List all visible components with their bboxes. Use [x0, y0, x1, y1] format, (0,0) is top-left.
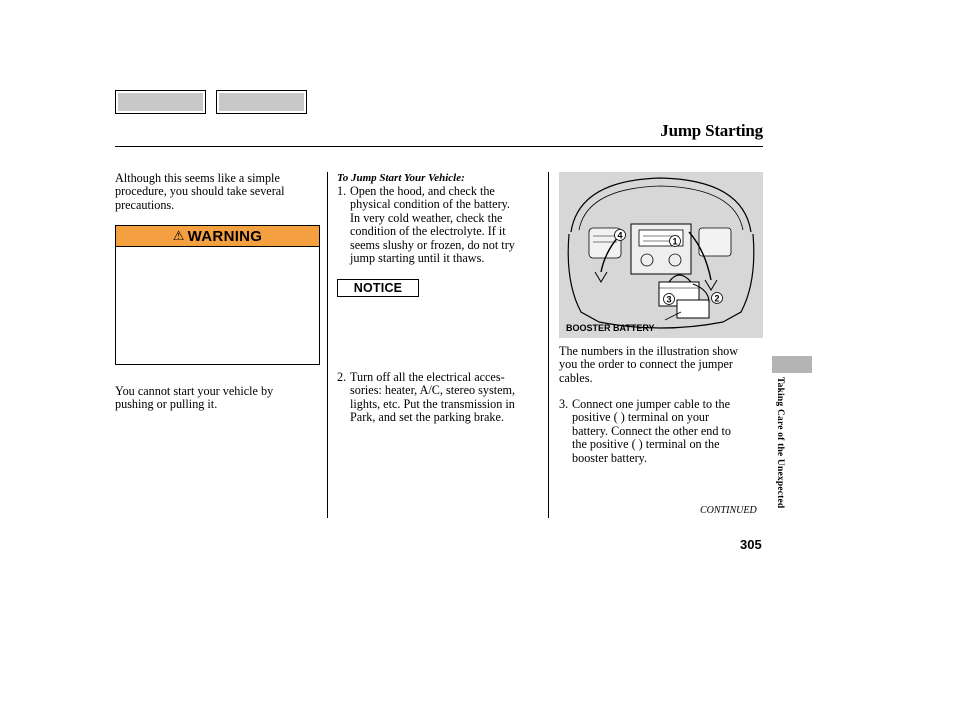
- callout-3: [664, 294, 675, 305]
- page-title: Jump Starting: [660, 121, 763, 140]
- step-line: the positive ( ) terminal on the: [572, 437, 720, 452]
- step-line: seems slushy or frozen, do not try: [350, 237, 515, 252]
- engine-illustration: [559, 172, 763, 338]
- step-line: positive ( ) terminal on your: [572, 410, 710, 425]
- callout-2: [712, 293, 723, 304]
- callout-4: [615, 230, 626, 241]
- step-number: 2.: [337, 370, 347, 384]
- warning-header: [116, 226, 319, 247]
- column-divider-left: [327, 172, 328, 518]
- header-rule: [115, 146, 763, 147]
- step-line: Turn off all the electrical acces-: [350, 370, 505, 384]
- intro-paragraph: [115, 172, 325, 212]
- callout-1: [670, 236, 681, 247]
- svg-text:1: 1: [672, 236, 678, 247]
- order-note-line: The numbers in the illustration show: [559, 344, 739, 358]
- page-number: 305: [740, 537, 762, 552]
- svg-text:3: 3: [666, 294, 672, 305]
- order-note-line: you the order to connect the jumper: [559, 357, 733, 372]
- step-line: battery. Connect the other end to: [572, 423, 731, 438]
- notice-box: [337, 279, 419, 297]
- section-side-tab[interactable]: [772, 356, 812, 373]
- nav-button-index[interactable]: [216, 90, 307, 114]
- warning-triangle-icon: ⚠: [172, 228, 185, 243]
- warning-label: WARNING: [187, 227, 263, 245]
- push-note-line: pushing or pulling it.: [115, 397, 218, 412]
- step-line: sories: heater, A/C, stereo system,: [350, 383, 516, 398]
- column-divider-right: [548, 172, 549, 518]
- step-line: booster battery.: [572, 450, 648, 465]
- step-3: [559, 398, 764, 468]
- svg-text:2: 2: [714, 293, 720, 304]
- intro-line: procedure, you should take several: [115, 184, 285, 199]
- step-2: [337, 371, 545, 427]
- step-line: Park, and set the parking brake.: [350, 410, 504, 425]
- step-number: 3.: [559, 397, 569, 411]
- step-line: In very cold weather, check the: [350, 210, 503, 225]
- illustration-caption: BOOSTER BATTERY: [566, 323, 655, 333]
- step-line: lights, etc. Put the transmission in: [350, 396, 515, 411]
- svg-text:4: 4: [617, 230, 623, 241]
- order-note: [559, 345, 769, 385]
- procedure-heading: To Jump Start Your Vehicle:: [337, 172, 465, 184]
- push-note: [115, 385, 325, 412]
- step-line: jump starting until it thaws.: [350, 251, 485, 266]
- step-line: physical condition of the battery.: [350, 197, 510, 212]
- step-number: 1.: [337, 184, 347, 198]
- order-note-line: cables.: [559, 370, 593, 385]
- section-side-label: Taking Care of the Unexpected: [775, 377, 785, 509]
- nav-button-main-menu[interactable]: [115, 90, 206, 114]
- step-line: Open the hood, and check the: [350, 184, 495, 198]
- notice-label: NOTICE: [353, 281, 403, 295]
- engine-bay-drawing: [559, 172, 763, 338]
- step-line: Connect one jumper cable to the: [572, 397, 731, 411]
- warning-box: [115, 225, 320, 365]
- intro-line: Although this seems like a simple: [115, 171, 280, 185]
- intro-line: precautions.: [115, 197, 175, 212]
- step-line: condition of the electrolyte. If it: [350, 224, 506, 239]
- step-1: [337, 185, 545, 267]
- continued-label: CONTINUED: [700, 505, 757, 516]
- push-note-line: You cannot start your vehicle by: [115, 384, 274, 398]
